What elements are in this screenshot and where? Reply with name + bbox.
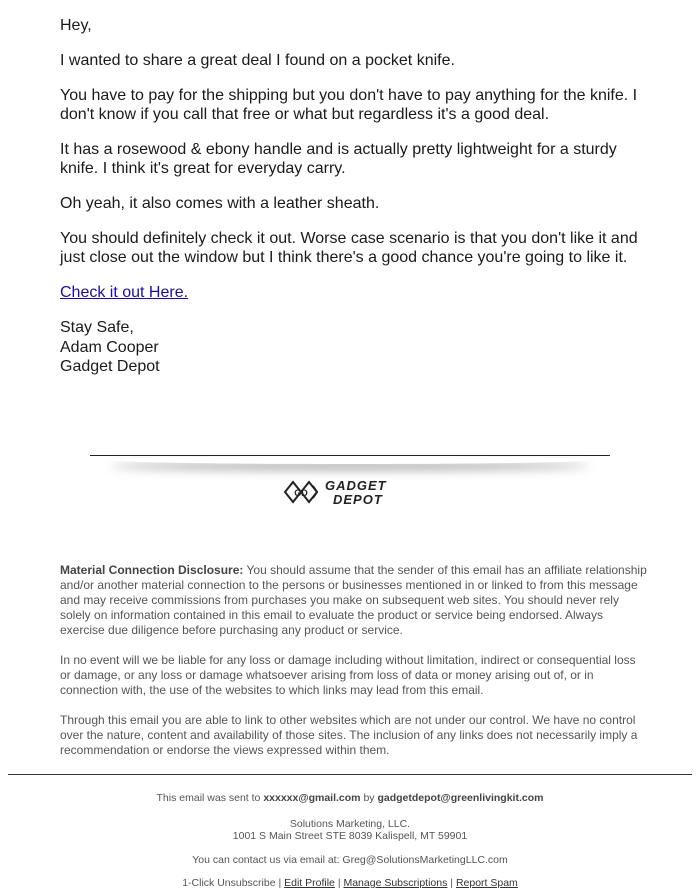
disclosure-heading: Material Connection Disclosure: <box>60 563 244 577</box>
logo-line2: DEPOT <box>333 492 383 507</box>
disclosure-paragraph-1 <box>60 563 648 638</box>
email-body <box>60 16 650 377</box>
greeting: Hey, <box>60 17 92 34</box>
contact-line: You can contact us via email at: Greg@SolutionsMarketingLLC.com <box>192 853 508 866</box>
edit-profile-link[interactable]: Edit Profile <box>284 877 335 889</box>
check-it-out-link[interactable]: Check it out Here. <box>60 284 189 301</box>
logo-graphic <box>283 476 403 508</box>
footer-divider <box>8 774 692 775</box>
sent-prefix: This email was sent to <box>156 792 264 804</box>
by-text: by <box>360 792 378 804</box>
company-address: 1001 S Main Street STE 8039 Kalispell, MT 59901 <box>232 830 468 842</box>
company-name: Solutions Marketing, LLC. <box>289 817 411 830</box>
divider-line <box>90 455 610 456</box>
sender-name: Adam Cooper <box>60 338 159 356</box>
logo-line1: GADGET <box>325 478 387 493</box>
disclosure-paragraph-2: In no event will we be liable for any loss or damage including without limitation, indirect or consequential loss or damage, or any loss or damage whatsoever arising from loss of data or money arising out of, or in connection with, the use of the websites to which links may lead from this email. <box>60 653 636 697</box>
report-spam-link[interactable]: Report Spam <box>455 877 518 889</box>
separator: | <box>334 877 344 889</box>
manage-subscriptions-link[interactable]: Manage Subscriptions <box>343 877 448 889</box>
sender-company: Gadget Depot <box>60 358 160 375</box>
separator: | <box>275 877 285 889</box>
footer-links <box>0 877 700 890</box>
gadget-depot-logo <box>283 476 403 508</box>
cta-paragraph <box>60 283 650 302</box>
sent-to-line <box>0 792 700 805</box>
signature <box>60 318 650 377</box>
signoff: Stay Safe, <box>60 319 134 336</box>
paragraph-handle: It has a rosewood & ebony handle and is actually pretty lightweight for a sturdy knife. I think it's great for everyday carry. <box>60 141 617 177</box>
email-footer <box>0 792 700 890</box>
paragraph-intro: I wanted to share a great deal I found on a pocket knife. <box>60 52 455 69</box>
recipient-email: xxxxxx@gmail.com <box>263 792 361 804</box>
disclosure-paragraph-3: Through this email you are able to link to other websites which are not under our control. We have no control over the nature, content and availability of those sites. The inclusion of any links does not necessarily imply a recommendation or endorse the views expressed within them. <box>60 713 638 757</box>
disclosure-text-1: You should assume that the sender of this email has an affiliate relationship and/or another material connection to the persons or businesses mentioned in or linked to from this message and may receive commissions from purchases you make on subsequent web sites. You should never rely solely on information contained in this email to evaluate the product or service being endorsed. Always exercise due diligence before purchasing any product or service. <box>60 563 647 637</box>
paragraph-shipping: You have to pay for the shipping but you don't have to pay anything for the knife. I don't know if you call that free or what but regardless it's a good deal. <box>60 87 638 123</box>
logo-mark-text: GD <box>294 488 308 498</box>
divider-shadow <box>110 456 590 464</box>
unsubscribe-label[interactable]: 1-Click Unsubscribe <box>182 877 276 889</box>
divider <box>90 455 610 475</box>
sender-email: gadgetdepot@greenlivingkit.com <box>377 792 544 804</box>
disclosure-section <box>60 563 648 773</box>
separator: | <box>447 877 456 889</box>
paragraph-check-out: You should definitely check it out. Worse case scenario is that you don't like it and just close out the window but I think there's a good chance you're going to like it. <box>60 230 638 266</box>
paragraph-sheath: Oh yeah, it also comes with a leather sheath. <box>60 195 380 212</box>
